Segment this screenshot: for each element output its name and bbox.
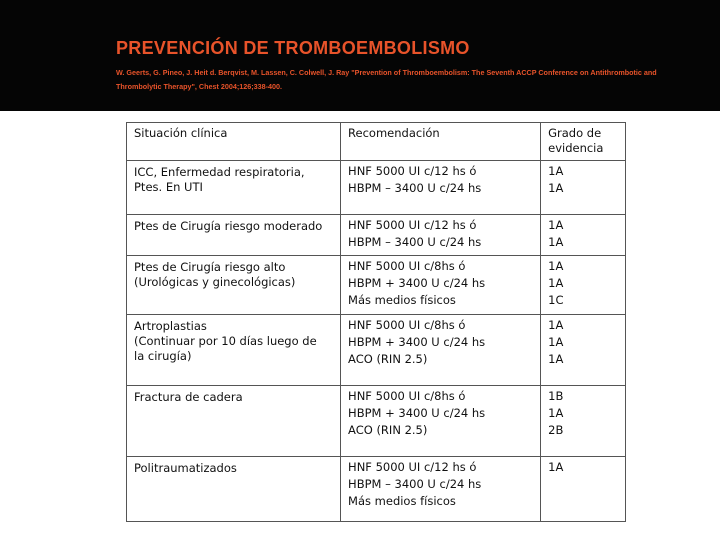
situation-cell xyxy=(127,386,341,457)
cell-line: 2B xyxy=(548,423,564,437)
cell-line: HNF 5000 UI c/12 hs ó xyxy=(348,164,477,178)
cell-line: HNF 5000 UI c/12 hs ó xyxy=(348,218,477,232)
header-grade: Grado de evidencia xyxy=(541,123,626,161)
cell-line: 1A xyxy=(548,181,564,195)
cell-line: 1A xyxy=(548,318,564,332)
table-row xyxy=(127,256,626,315)
grade-cell xyxy=(541,457,626,522)
cell-line: Politraumatizados xyxy=(134,461,237,475)
slide-header xyxy=(0,0,720,111)
cell-line: HBPM + 3400 U c/24 hs xyxy=(348,406,486,420)
table-row xyxy=(127,386,626,457)
cell-line: Fractura de cadera xyxy=(134,390,243,404)
cell-line: 1A xyxy=(548,218,564,232)
cell-line: HNF 5000 UI c/12 hs ó xyxy=(348,460,477,474)
table-row xyxy=(127,315,626,386)
grade-cell xyxy=(541,215,626,256)
cell-line: Ptes de Cirugía riesgo moderado xyxy=(134,219,323,233)
cell-line: (Urológicas y ginecológicas) xyxy=(134,275,296,289)
cell-line: HNF 5000 UI c/8hs ó xyxy=(348,389,466,403)
cell-line: ACO (RIN 2.5) xyxy=(348,352,428,366)
situation-cell xyxy=(127,256,341,315)
situation-cell xyxy=(127,315,341,386)
grade-cell xyxy=(541,161,626,215)
cell-line: 1A xyxy=(548,259,564,273)
cell-line: HBPM + 3400 U c/24 hs xyxy=(348,276,486,290)
cell-line: 1A xyxy=(548,235,564,249)
cell-line: HBPM – 3400 U c/24 hs xyxy=(348,181,482,195)
table-row xyxy=(127,215,626,256)
cell-line: Más medios físicos xyxy=(348,494,456,508)
situation-cell xyxy=(127,457,341,522)
cell-line: 1A xyxy=(548,276,564,290)
recommendation-cell xyxy=(341,315,541,386)
cell-line: HNF 5000 UI c/8hs ó xyxy=(348,318,466,332)
cell-line: HBPM – 3400 U c/24 hs xyxy=(348,477,482,491)
cell-line: Artroplastias xyxy=(134,319,207,333)
cell-line: la cirugía) xyxy=(134,349,192,363)
cell-line: 1A xyxy=(548,164,564,178)
cell-line: Ptes de Cirugía riesgo alto xyxy=(134,260,286,274)
cell-line: (Continuar por 10 días luego de xyxy=(134,334,317,348)
cell-line: HBPM + 3400 U c/24 hs xyxy=(348,335,486,349)
table-row xyxy=(127,457,626,522)
recommendation-cell xyxy=(341,161,541,215)
cell-line: 1A xyxy=(548,352,564,366)
cell-line: ACO (RIN 2.5) xyxy=(348,423,428,437)
cell-line: 1A xyxy=(548,460,564,474)
header-recommendation: Recomendación xyxy=(341,123,541,161)
grade-cell xyxy=(541,386,626,457)
situation-cell xyxy=(127,215,341,256)
cell-line: 1A xyxy=(548,335,564,349)
table-header-row xyxy=(127,123,626,161)
recommendation-cell xyxy=(341,386,541,457)
cell-line: 1B xyxy=(548,389,564,403)
header-situation: Situación clínica xyxy=(127,123,341,161)
recommendation-cell xyxy=(341,256,541,315)
table-row xyxy=(127,161,626,215)
cell-line: HBPM – 3400 U c/24 hs xyxy=(348,235,482,249)
slide-title: PREVENCIÓN DE TROMBOEMBOLISMO xyxy=(116,38,470,58)
slide-citation: W. Geerts, G. Pineo, J. Heit d. Berqvist, M. Lassen, C. Colwell, J. Ray "Prevention of Thromboembolism: The Seventh ACCP Conference on Antithrombotic and Thrombolytic Therapy", Chest 2004;126;338-400. xyxy=(116,68,657,91)
cell-line: Más medios físicos xyxy=(348,293,456,307)
cell-line: 1A xyxy=(548,406,564,420)
cell-line: Ptes. En UTI xyxy=(134,180,203,194)
cell-line: HNF 5000 UI c/8hs ó xyxy=(348,259,466,273)
grade-cell xyxy=(541,256,626,315)
cell-line: ICC, Enfermedad respiratoria, xyxy=(134,165,305,179)
grade-cell xyxy=(541,315,626,386)
cell-line: 1C xyxy=(548,293,564,307)
recommendation-cell xyxy=(341,215,541,256)
situation-cell xyxy=(127,161,341,215)
recommendations-table xyxy=(126,122,626,522)
recommendation-cell xyxy=(341,457,541,522)
